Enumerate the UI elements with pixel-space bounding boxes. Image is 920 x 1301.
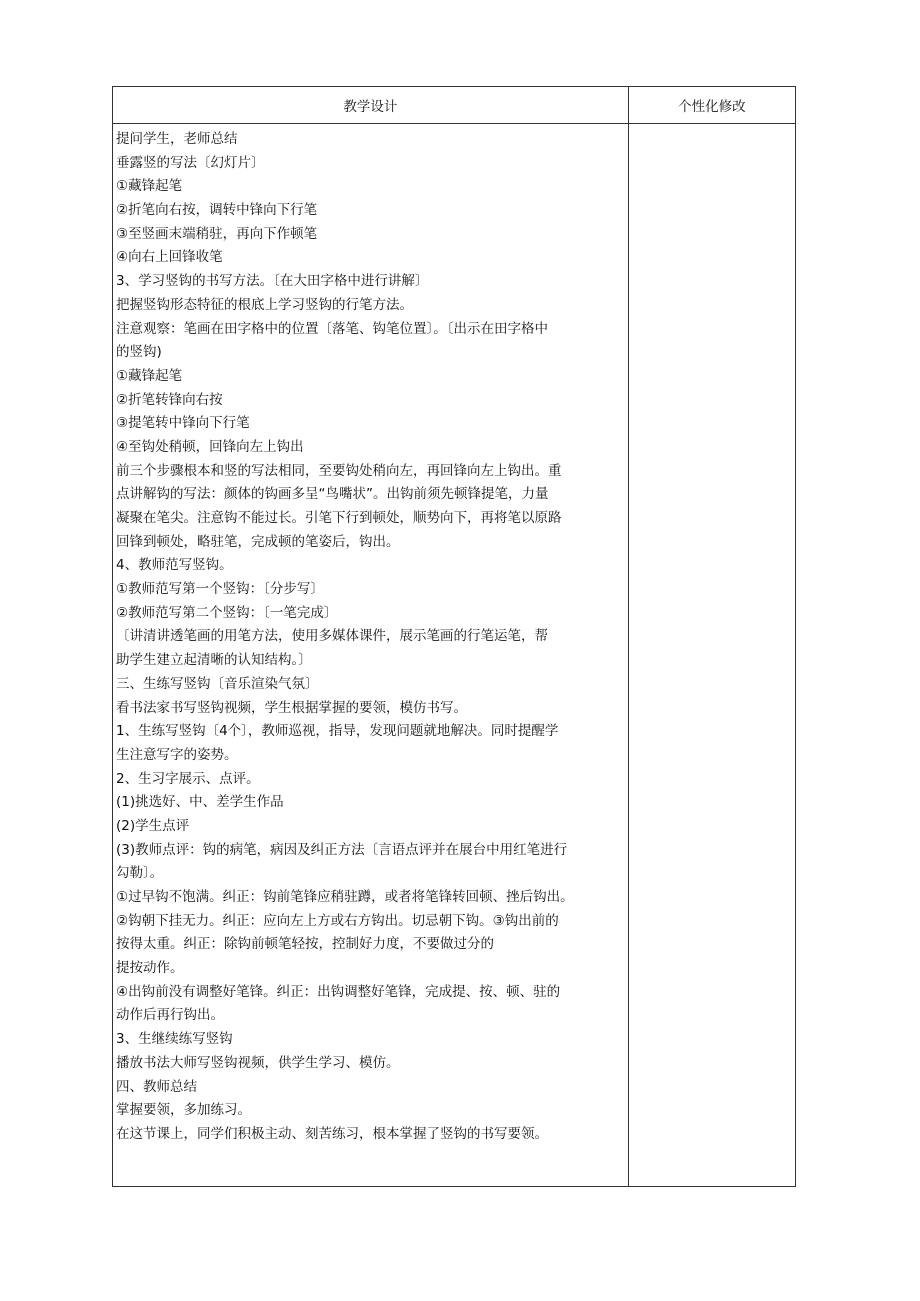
- text-line: ①藏锋起笔: [116, 178, 183, 195]
- lesson-plan-table: [112, 86, 796, 1187]
- text-line: 播放书法大师写竖钩视频，供学生学习、模仿。: [116, 1054, 400, 1071]
- personal-revision-cell[interactable]: [628, 124, 795, 1187]
- text-line: ①过早钩不饱满。纠正：钩前笔锋应稍驻蹲，或者将笔锋转回顿、挫后钩出。: [116, 889, 574, 905]
- text-line: ②折笔向右按，调转中锋向下行笔: [116, 202, 318, 219]
- text-line: 〔讲清讲透笔画的用笔方法，使用多媒体课件，展示笔画的行笔运笔，帮: [116, 628, 548, 645]
- text-line: ①教师范写第一个竖钩：〔分步写〕: [116, 581, 324, 598]
- text-line: 提按动作。: [116, 960, 184, 977]
- text-line: ④出钩前没有调整好笔锋。纠正：出钩调整好笔锋，完成提、按、顿、驻的: [116, 983, 561, 1000]
- text-line: 四、教师总结: [116, 1078, 197, 1095]
- header-teaching-design: 教学设计: [113, 87, 629, 124]
- teaching-design-cell: [113, 124, 629, 1187]
- teaching-design-text: [113, 124, 628, 1147]
- text-line: 1、生练写竖钩〔4个〕，教师巡视，指导，发现问题就地解决。同时提醒学: [116, 723, 559, 740]
- text-line: ④至钩处稍顿，回锋向左上钩出: [116, 438, 304, 455]
- text-line: 勾勒〕。: [116, 865, 164, 882]
- text-line: (2)学生点评: [116, 817, 190, 834]
- text-line: (3)教师点评：钩的病笔，病因及纠正方法〔言语点评并在展台中用红笔进行: [116, 841, 568, 858]
- text-line: ③至竖画末端稍驻，再向下作顿笔: [116, 225, 318, 242]
- text-line: 看书法家书写竖钩视频，学生根据掌握的要领，模仿书写。: [116, 699, 467, 716]
- text-line: 注意观察：笔画在田字格中的位置〔落笔、钩笔位置〕。〔出示在田字格中: [116, 320, 548, 337]
- text-line: 动作后再行钩出。: [116, 1007, 224, 1024]
- text-line: 垂露竖的写法〔幻灯片〕: [116, 154, 265, 171]
- text-line: 在这节课上，同学们积极主动、刻苦练习，根本掌握了竖钩的书写要领。: [116, 1125, 548, 1142]
- text-line: ②钩朝下挂无力。纠正：应向左上方或右方钩出。切忌朝下钩。③钩出前的: [116, 912, 559, 929]
- header-personal-revision: 个性化修改: [628, 87, 795, 124]
- text-line: 点讲解钩的写法：颜体的钩画多呈“鸟嘴状”。出钩前须先顿锋提笔，力量: [116, 486, 549, 503]
- text-line: 生注意写字的姿势。: [116, 746, 238, 763]
- text-line: 回锋到顿处，略驻笔，完成顿的笔姿后，钩出。: [116, 533, 400, 550]
- text-line: 凝聚在笔尖。注意钩不能过长。引笔下行到顿处，顺势向下，再将笔以原路: [116, 510, 562, 526]
- table-header-row: [113, 87, 796, 124]
- text-line: 3、学习竖钩的书写方法。〔在大田字格中进行讲解〕: [116, 273, 429, 290]
- text-line: 按得太重。纠正：除钩前顿笔轻按，控制好力度，不要做过分的: [116, 936, 494, 953]
- text-line: 4、教师范写竖钩。: [116, 557, 233, 574]
- text-line: 提问学生，老师总结: [116, 131, 238, 147]
- text-line: ②教师范写第二个竖钩：〔一笔完成〕: [116, 604, 338, 621]
- text-line: 的竖钩): [116, 344, 162, 361]
- text-line: ④向右上回锋收笔: [116, 249, 223, 266]
- text-line: 前三个步骤根本和竖的写法相同，至要钩处稍向左，再回锋向左上钩出。重: [116, 462, 562, 479]
- text-line: 2、生习字展示、点评。: [116, 770, 260, 787]
- text-line: (1)挑选好、中、差学生作品: [116, 794, 284, 811]
- text-line: 3、生继续练写竖钩: [116, 1031, 233, 1048]
- text-line: ①藏锋起笔: [116, 367, 183, 384]
- text-line: 助学生建立起清晰的认知结构。〕: [116, 652, 312, 669]
- text-line: 掌握要领，多加练习。: [116, 1102, 251, 1119]
- text-line: 把握竖钩形态特征的根底上学习竖钩的行笔方法。: [116, 296, 413, 313]
- table-body-row: [113, 124, 796, 1187]
- text-line: ③提笔转中锋向下行笔: [116, 415, 250, 432]
- text-line: 三、生练写竖钩〔音乐渲染气氛〕: [116, 675, 319, 692]
- text-line: ②折笔转锋向右按: [116, 391, 223, 408]
